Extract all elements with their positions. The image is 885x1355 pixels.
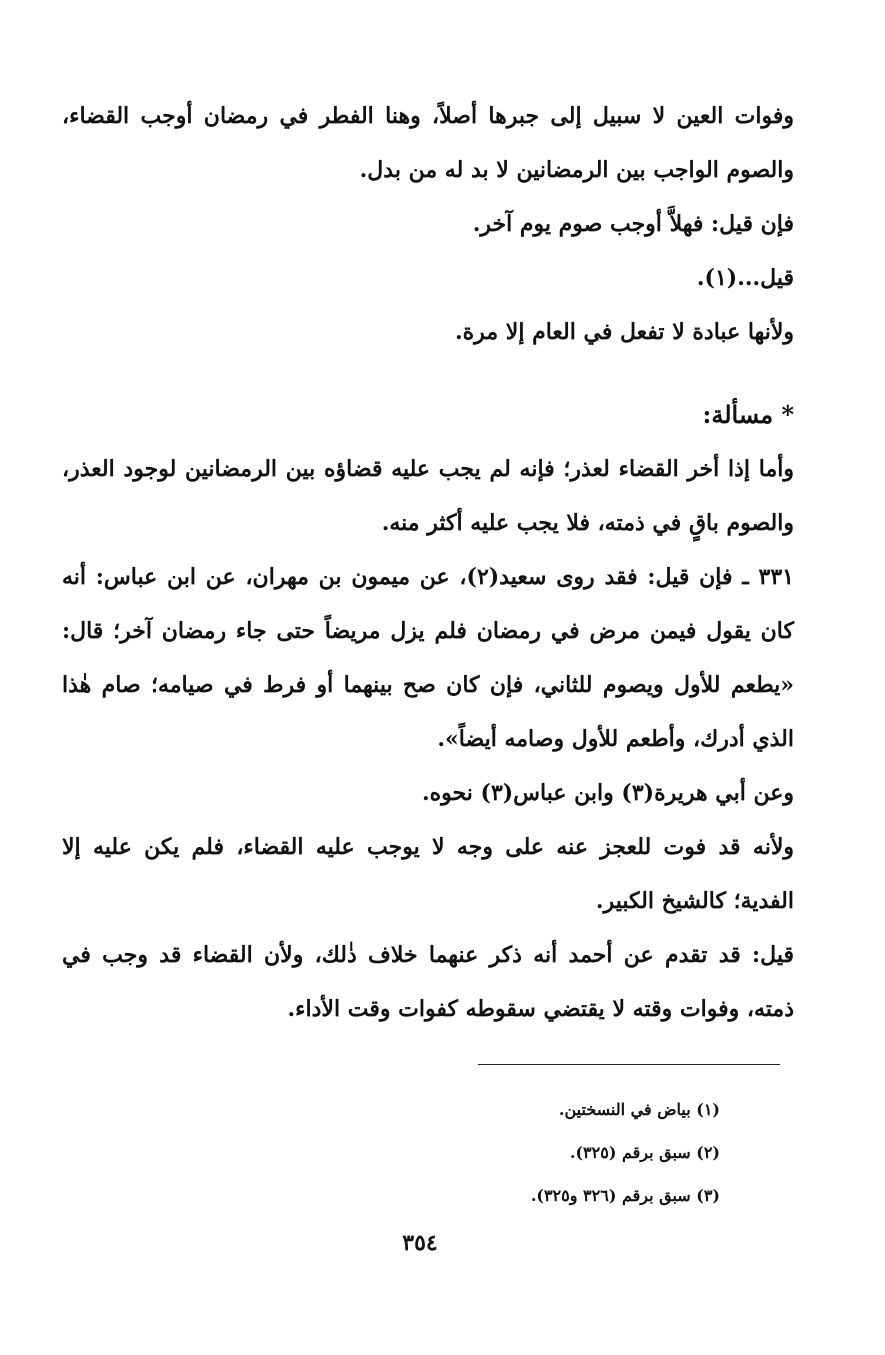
top-text-block [62,89,794,359]
footnotes [300,1088,720,1217]
paragraph-reply-ahmad: قيل: قد تقدم عن أحمد أنه ذكر عنهما خلاف ذٰلك، ولأن القضاء قد وجب في ذمته، وفوات وقته لا يقتضي سقوطه كفوات وقت الأداء. [62,942,794,1022]
paragraph-once-yearly: ولأنها عبادة لا تفعل في العام إلا مرة. [455,319,794,345]
section-block [62,388,794,1036]
footnote-2: (٢) سبق برقم (٣٢٥). [569,1143,720,1162]
page-number: ٣٥٤ [402,1230,438,1256]
paragraph-missing-fast: وفوات العين لا سبيل إلى جبرها أصلاً، وهنا الفطر في رمضان أوجب القضاء، والصوم الواجب بين الرمضانين لا بد له من بدل. [62,103,794,183]
footnote-3: (٣) سبق برقم (٣٢٦ و٣٢٥). [530,1186,720,1205]
paragraph-abu-hurayra: وعن أبي هريرة(٣) وابن عباس(٣) نحوه. [421,780,794,806]
footnote-1: (١) بياض في النسختين. [558,1100,720,1119]
paragraph-331: ٣٣١ ـ فإن قيل: فقد روى سعيد(٢)، عن ميمون بن مهران، عن ابن عباس: أنه كان يقول فيمن مرض في رمضان فلم يزل مريضاً حتى جاء رمضان آخر؛ قال: «يطعم للأول ويصوم للثاني، فإن كان صح بينهما أو فرط في صيامه؛ صام هٰذا الذي أدرك، وأطعم للأول وصامه أيضاً». [62,564,794,752]
paragraph-objection: فإن قيل: فهلاَّ أوجب صوم يوم آخر. [472,211,794,237]
paragraph-inability: ولأنه قد فوت للعجز عنه على وجه لا يوجب عليه القضاء، فلم يكن عليه إلا الفدية؛ كالشيخ الكبير. [62,834,794,914]
paragraph-delay-excuse: وأما إذا أخر القضاء لعذر؛ فإنه لم يجب عليه قضاؤه بين الرمضانين لوجود العذر، والصوم باقٍ في ذمته، فلا يجب عليه أكثر منه. [62,456,794,536]
footnote-divider [478,1064,780,1065]
section-heading: * مسألة: [702,400,794,429]
paragraph-reply-blank: قيل...(١). [696,265,794,291]
